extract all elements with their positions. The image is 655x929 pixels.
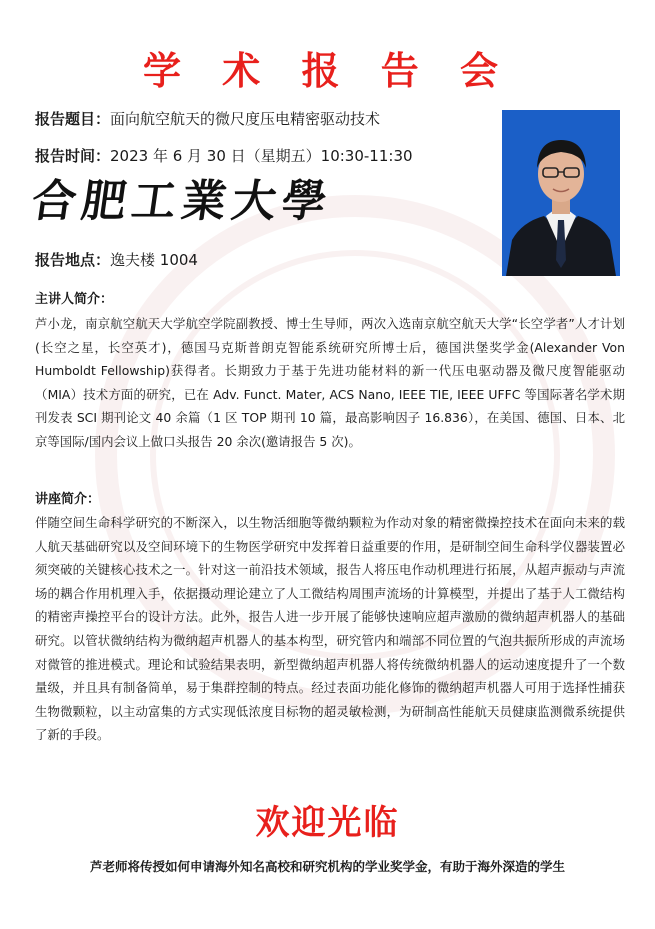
university-logo: 合肥工業大學 [28,176,336,227]
report-time-label: 报告时间： [35,147,111,165]
footer-note: 芦老师将传授如何申请海外知名高校和研究机构的学业奖学金，有助于海外深造的学生 [89,859,565,874]
lecture-heading: 讲座简介： [35,492,101,507]
report-place [35,250,198,270]
speaker-portrait-icon [502,110,620,276]
speaker-heading: 主讲人简介： [35,292,114,307]
speaker-bio: 芦小龙，南京航空航天大学航空学院副教授、博士生导师，两次入选南京航空航天大学“长空学者”人才计划(长空之星，长空英才)，德国马克斯普朗克智能系统研究所博士后，德国洪堡奖学金(Alexander Von Humboldt Fellowship)获得者。长期致力于基于先进功能材料的新一代压电驱动器及微尺度智能驱动（MIA）技术方面的研究，已在 Adv. Funct. Mater, ACS Nano, IEEE TIE, IEEE UFFC 等国际著名学术期刊发表 SCI 期刊论文 40 余篇（1 区 TOP 期刊 10 篇，最高影响因子 16.836），在美国、德国、日本、北京等国际/国内会议上做口头报告 20 余次(邀请报告 5 次)。 [35,316,625,449]
report-place-label: 报告地点： [35,251,111,269]
page-title: 学 术 报 告 会 [143,49,512,93]
report-topic [35,109,380,129]
report-time [35,146,413,166]
report-time-value: 2023 年 6 月 30 日（星期五）10:30-11:30 [110,147,413,165]
report-topic-label: 报告题目： [35,110,111,128]
report-place-value: 逸夫楼 1004 [110,251,198,269]
speaker-photo [502,110,620,276]
lecture-abstract: 伴随空间生命科学研究的不断深入，以生物活细胞等微纳颗粒为作动对象的精密微操控技术在面向未来的载人航天基础研究以及空间环境下的生物医学研究中发挥着日益重要的作用，是研制空间生命科学仪器装置必须突破的关键核心技术之一。针对这一前沿技术领域，报告人将压电作动机理进行拓展，从超声振动与声流场的耦合作用机理入手，依据摄动理论建立了人工微结构周围声流场的计算模型，并提出了基于人工微结构的精密声操控平台的设计方法。此外，报告人进一步开展了能够快速响应超声激励的微纳超声机器人的基础研究。以管状微纳结构为微纳超声机器人的基本构型，研究管内和端部不同位置的气泡共振所形成的声流场对微管的推进模式。理论和试验结果表明，新型微纳超声机器人将传统微纳机器人的运动速度提升了一个数量级，并且具有制备简单，易于集群控制的特点。经过表面功能化修饰的微纳超声机器人可用于选择性捕获生物微颗粒，以主动富集的方式实现低浓度目标物的超灵敏检测，为研制高性能航天员健康监测微系统提供了新的手段。 [35,515,625,743]
report-topic-value: 面向航空航天的微尺度压电精密驱动技术 [110,110,381,128]
welcome-banner: 欢迎光临 [255,803,400,843]
